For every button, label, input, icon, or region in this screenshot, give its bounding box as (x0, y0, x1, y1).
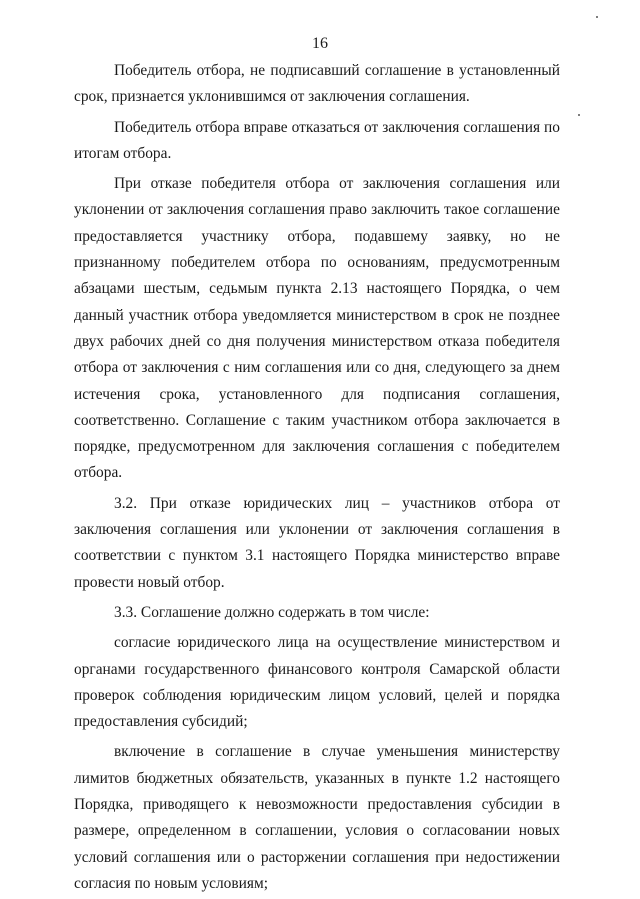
scan-speck (596, 16, 598, 18)
paragraph-budget-limits: включение в соглашение в случае уменьшения министерству лимитов бюджетных обязательств, указанных в пункте 1.2 настоящего Порядка, приводящего к невозможности предоставления субсидии в размере, определенном в соглашении, условия о согласовании новых условий соглашения или о расторжении соглашения при недостижении согласия по новым условиям; (74, 743, 560, 892)
paragraph-3-3: 3.3. Соглашение должно содержать в том числе: (114, 603, 430, 621)
page-number: 16 (312, 35, 328, 52)
paragraph-winner-unsigned: Победитель отбора, не подписавший соглашение в установленный срок, признается уклонившимся от заключения соглашения. (74, 62, 560, 106)
paragraph-3-2: 3.2. При отказе юридических лиц – участников отбора от заключения соглашения или уклонении от заключения соглашения в соответствии с пунктом 3.1 настоящего Порядка министерство вправе провести новый отбор. (74, 494, 560, 591)
paragraph-winner-refusal: Победитель отбора вправе отказаться от заключения соглашения по итогам отбора. (74, 118, 560, 162)
paragraph-refusal-procedure: При отказе победителя отбора от заключения соглашения или уклонении от заключения соглашения право заключить такое соглашение предоставляется участнику отбора, подавшему заявку, но не признанному победителем отбора по основаниям, предусмотренным абзацами шестым, седьмым пункта 2.13 настоящего Порядка, о чем данный участник отбора уведомляется министерством в срок не позднее двух рабочих дней со дня получения министерством отказа победителя отбора от заключения с ним соглашения или со дня, следующего за днем истечения срока, установленного для подписания соглашения, соответственно. Соглашение с таким участником отбора заключается в порядке, предусмотренном для заключения соглашения с победителем отбора. (74, 175, 560, 482)
document-body (74, 58, 560, 897)
paragraph-consent-inspection: согласие юридического лица на осуществление министерством и органами государственного финансового контроля Самарской области проверок соблюдения юридическим лицом условий, целей и порядка предоставления субсидий; (74, 634, 560, 731)
scan-speck (578, 114, 580, 116)
